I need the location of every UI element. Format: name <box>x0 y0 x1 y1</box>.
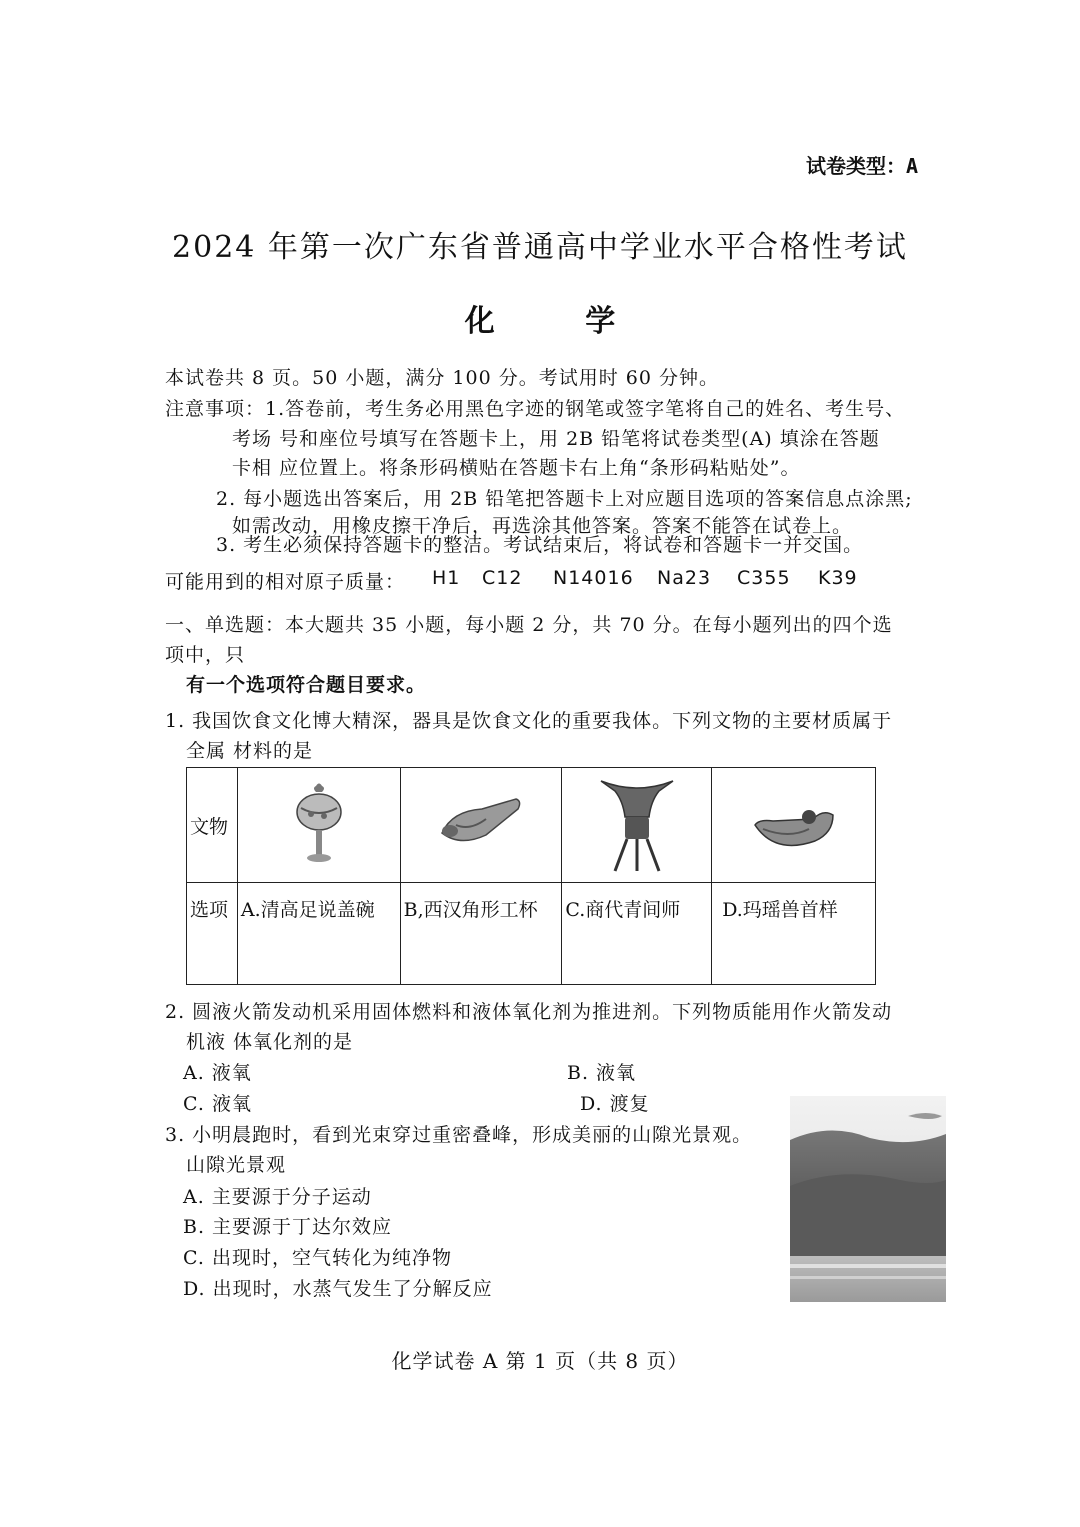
atomic-mass-k: K39 <box>818 567 858 589</box>
q1-option-c: C.商代青间师 <box>562 883 712 985</box>
q1-option-d: D.玛瑶兽首样 <box>712 883 876 985</box>
cup-icon <box>284 780 354 870</box>
note-1-line-2: 考场 号和座位号填写在答题卡上，用 2B 铅笔将试卷类型(A) 填涂在答题 <box>232 428 880 450</box>
atomic-mass-label: 可能用到的相对原子质量： <box>165 571 406 593</box>
q1-relic-table <box>186 767 876 985</box>
q2-option-d: D. 渡复 <box>580 1093 650 1115</box>
q2-stem-line-1: 2. 圆液火箭发动机采用固体燃料和液体氧化剂为推进剂。下列物质能用作火箭发动 <box>165 1001 893 1023</box>
atomic-mass-na: Na23 <box>657 567 712 589</box>
intro-text: 本试卷共 8 页。50 小题，满分 100 分。考试用时 60 分钟。 <box>165 367 719 389</box>
relic-image-d <box>712 768 876 883</box>
q3-option-d: D. 出现时，水蒸气发生了分解反应 <box>183 1278 493 1300</box>
atomic-mass-cl: C355 <box>737 567 791 589</box>
relic-image-a <box>237 768 400 883</box>
q1-option-b: B,西汉角形工杯 <box>400 883 562 985</box>
q1-option-a: A.清高足说盖碗 <box>237 883 400 985</box>
q2-option-b: B. 液氧 <box>567 1062 637 1084</box>
relic-image-c <box>562 768 712 883</box>
section-heading-line-1: 一、单选题：本大题共 35 小题，每小题 2 分，共 70 分。在每小题列出的四个选 <box>165 614 893 636</box>
row-label-option: 选项 <box>187 883 238 985</box>
exam-title: 2024 年第一次广东省普通高中学业水平合格性考试 <box>172 230 908 265</box>
q3-option-c: C. 出现时，空气转化为纯净物 <box>183 1247 452 1269</box>
q1-stem-line-2: 全属 材料的是 <box>186 740 314 762</box>
q2-option-a: A. 液氧 <box>183 1062 252 1084</box>
note-1-line-3: 卡相 应位置上。将条形码横贴在答题卡右上角“条形码粘贴处”。 <box>232 457 801 479</box>
atomic-mass-c: C12 <box>482 567 523 589</box>
mountain-light-photo <box>790 1096 946 1302</box>
atomic-mass-h: H1 <box>432 567 461 589</box>
note-2-line-2: 如需改动，用橡皮擦干净后，再选涂其他答案。答案不能答在试卷上。 <box>232 515 853 537</box>
q2-option-c: C. 液氧 <box>183 1093 252 1115</box>
note-1-line-1: 注意事项：1.答卷前，考生务必用黑色字迹的钢笔或签字笔将自己的姓名、考生号、 <box>165 398 906 420</box>
atomic-mass-n: N14016 <box>553 567 634 589</box>
agate-cup-icon <box>749 795 839 855</box>
note-2-line-1: 2. 每小题选出答案后，用 2B 铅笔把答题卡上对应题目选项的答案信息点涂黑; <box>216 488 913 510</box>
horn-cup-icon <box>436 795 526 855</box>
q3-option-a: A. 主要源于分子运动 <box>183 1186 372 1208</box>
bronze-vessel-icon <box>597 775 677 875</box>
subject-title: 化 学 <box>464 304 656 339</box>
page-footer: 化学试卷 A 第 1 页（共 8 页） <box>391 1349 689 1373</box>
paper-type-label: 试卷类型：A <box>805 154 918 178</box>
section-heading-line-2: 项中，只 <box>165 644 246 666</box>
section-heading-line-3: 有一个选项符合题目要求。 <box>186 674 427 696</box>
q3-option-b: B. 主要源于丁达尔效应 <box>183 1216 393 1238</box>
relic-image-b <box>400 768 562 883</box>
q3-stem-line-1: 3. 小明晨跑时，看到光束穿过重密叠峰，形成美丽的山隙光景观。 <box>165 1124 753 1146</box>
note-3: 3. 考生必须保持答题卡的整洁。考试结束后，将试卷和答题卡一并交国。 <box>216 534 864 556</box>
q1-stem-line-1: 1. 我国饮食文化博大精深，器具是饮食文化的重要我体。下列文物的主要材质属于 <box>165 710 893 732</box>
q3-stem-line-2: 山隙光景观 <box>186 1154 287 1176</box>
q2-stem-line-2: 机液 体氧化剂的是 <box>186 1031 354 1053</box>
row-label-relic: 文物 <box>187 768 238 883</box>
